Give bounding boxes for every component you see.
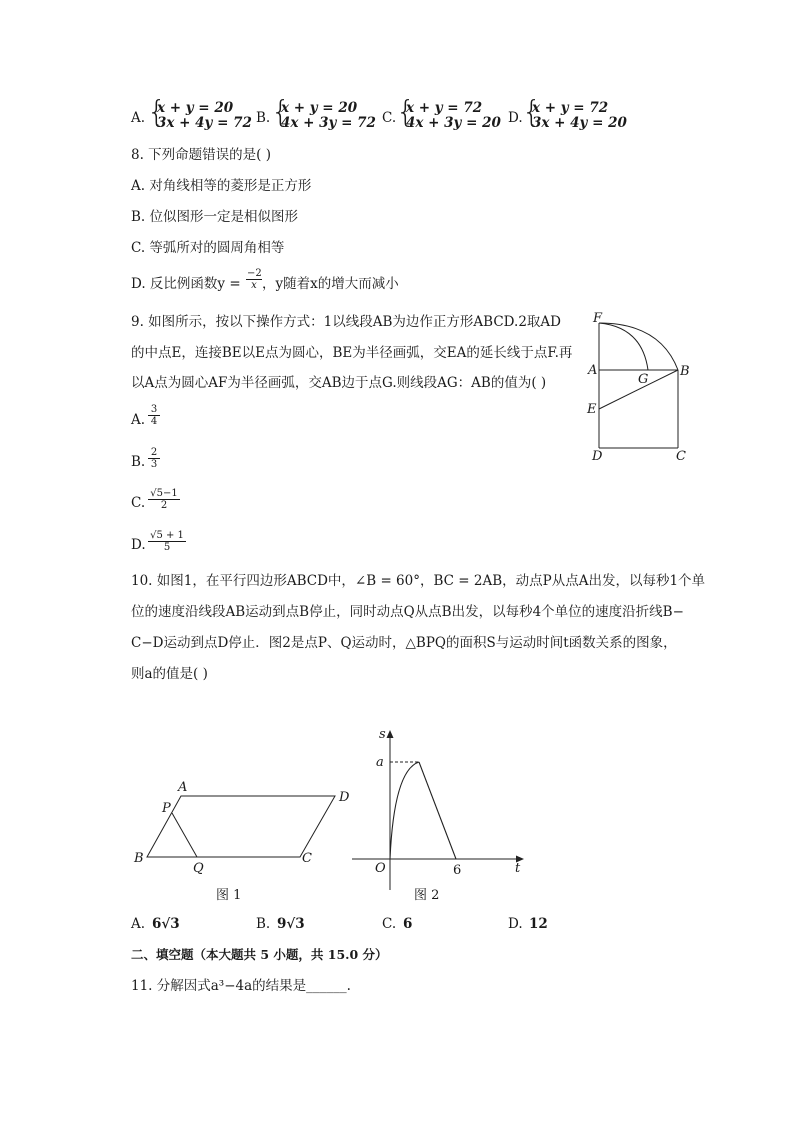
q9-option-a-num: 3 <box>148 404 160 416</box>
q10-fig1-caption: 图 1 <box>216 888 242 903</box>
q9-option-a-label: A. <box>131 412 146 428</box>
q10-fig2-caption: 图 2 <box>414 888 440 903</box>
q7-option-d-eq1: x + y = 72 <box>532 100 609 116</box>
q9-option-b-label: B. <box>131 454 146 470</box>
q10-option-c-value: 6 <box>403 916 413 932</box>
q9-option-c-label: C. <box>131 495 146 511</box>
q11-text: 11. 分解因式a³−4a的结果是______. <box>131 978 351 994</box>
q9-option-d-fraction <box>148 530 186 553</box>
q10-fig2-label-s: s <box>379 727 386 742</box>
q10-fig1-label-p: P <box>162 801 171 816</box>
q10-option-d-label: D. <box>508 916 523 932</box>
q7-option-d-eq2: 3x + 4y = 20 <box>532 115 627 131</box>
q7-option-b-eq1: x + y = 20 <box>281 100 358 116</box>
q9-option-b-num: 2 <box>148 447 160 459</box>
q9-option-b-den: 3 <box>150 459 158 470</box>
q10-fig1-label-a: A <box>178 780 188 795</box>
q9-label-g: G <box>638 372 649 387</box>
q9-option-a-den: 4 <box>150 416 158 427</box>
q9-option-d-den: 5 <box>163 542 171 553</box>
q8-option-b: B. 位似图形一定是相似图形 <box>131 209 299 225</box>
q9-option-b-fraction <box>148 447 160 470</box>
q10-axis-s-arrow <box>387 730 394 738</box>
q10-option-a-value: 6√3 <box>152 916 180 932</box>
q7-option-b-brace: { <box>271 95 291 130</box>
q9-option-a-fraction <box>148 404 160 427</box>
q10-line1: 10. 如图1，在平行四边形ABCD中，∠B = 60°，BC = 2AB，动点P从点A出发，以每秒1个单 <box>131 573 706 589</box>
q7-option-b-eq2: 4x + 3y = 72 <box>281 115 376 131</box>
q9-label-c: C <box>676 449 686 464</box>
q9-option-d-label: D. <box>131 537 146 553</box>
q7-option-b-label: B. <box>256 110 271 126</box>
q8-fraction-den: x <box>251 280 257 291</box>
q7-option-c-eq1: x + y = 72 <box>406 100 483 116</box>
q10-option-b-label: B. <box>256 916 271 932</box>
q10-fig1-label-d: D <box>339 790 350 805</box>
q10-line4: 则a的值是( ) <box>131 666 208 682</box>
q9-arc-fb <box>599 323 678 370</box>
q8-stem: 8. 下列命题错误的是( ) <box>131 147 271 163</box>
q7-option-a-eq2: 3x + 4y = 72 <box>157 115 252 131</box>
q9-option-c-num: √5−1 <box>148 488 180 500</box>
q10-fig2-label-6: 6 <box>453 863 462 878</box>
q10-line-pq <box>172 813 197 857</box>
q9-line3: 以A点为圆心AF为半径画弧，交AB边于点G.则线段AG：AB的值为( ) <box>131 375 547 391</box>
q10-line2: 位的速度沿线段AB运动到点B停止，同时动点Q从点B出发，以每秒4个单位的速度沿折线B− <box>131 604 684 620</box>
q10-fig2-label-t: t <box>515 861 521 876</box>
q10-option-a-label: A. <box>131 916 146 932</box>
q10-fig1-label-q: Q <box>193 861 204 876</box>
q8-option-a: A. 对角线相等的菱形是正方形 <box>131 178 312 194</box>
q10-curve-rise <box>390 762 419 859</box>
q8-option-c: C. 等弧所对的圆周角相等 <box>131 240 285 256</box>
q8-option-d-tail: ，y随着x的增大而减小 <box>262 276 399 292</box>
q8-fraction-num: −2 <box>247 268 262 279</box>
q7-option-a-brace: { <box>147 95 167 130</box>
q9-label-d: D <box>592 449 603 464</box>
q8-option-d: D. 反比例函数y = <box>131 276 241 292</box>
q7-option-c-label: C. <box>382 110 397 126</box>
q10-line-fall <box>419 762 456 859</box>
q7-option-c-brace: { <box>396 95 416 130</box>
section-2-heading: 二、填空题（本大题共 5 小题，共 15.0 分） <box>131 947 388 962</box>
q9-option-c-den: 2 <box>160 500 168 511</box>
q7-option-a-eq1: x + y = 20 <box>157 100 234 116</box>
q10-parallelogram <box>147 796 335 857</box>
q7-option-d-label: D. <box>508 110 523 126</box>
q10-figure-1 <box>128 778 358 908</box>
q10-option-d-value: 12 <box>529 916 548 932</box>
q9-figure <box>580 305 700 465</box>
q7-option-d-brace: { <box>522 95 542 130</box>
q7-option-a-label: A. <box>131 110 146 126</box>
q9-label-f: F <box>593 311 603 326</box>
q9-line1: 9. 如图所示，按以下操作方式：1以线段AB为边作正方形ABCD.2取AD <box>131 314 561 330</box>
q10-option-c-label: C. <box>382 916 397 932</box>
q9-label-e: E <box>587 402 597 417</box>
q9-label-a: A <box>588 363 598 378</box>
q8-option-d-fraction <box>246 268 262 291</box>
q10-option-b-value: 9√3 <box>277 916 305 932</box>
q9-line2: 的中点E，连接BE以E点为圆心，BE为半径画弧，交EA的延长线于点F.再 <box>131 345 573 361</box>
q9-option-d-num: √5 + 1 <box>148 530 186 542</box>
q10-fig1-label-b: B <box>134 851 144 866</box>
q10-line3: C−D运动到点D停止．图2是点P、Q运动时，△BPQ的面积S与运动时间t函数关系的图象， <box>131 635 677 651</box>
q7-option-c-eq2: 4x + 3y = 20 <box>406 115 501 131</box>
q9-option-c-fraction <box>148 488 180 511</box>
q10-fig2-label-o: O <box>375 861 386 876</box>
q10-fig1-label-c: C <box>302 851 312 866</box>
q9-label-b: B <box>680 364 690 379</box>
q10-fig2-label-a: a <box>376 755 384 770</box>
q10-figure-2 <box>350 726 540 908</box>
